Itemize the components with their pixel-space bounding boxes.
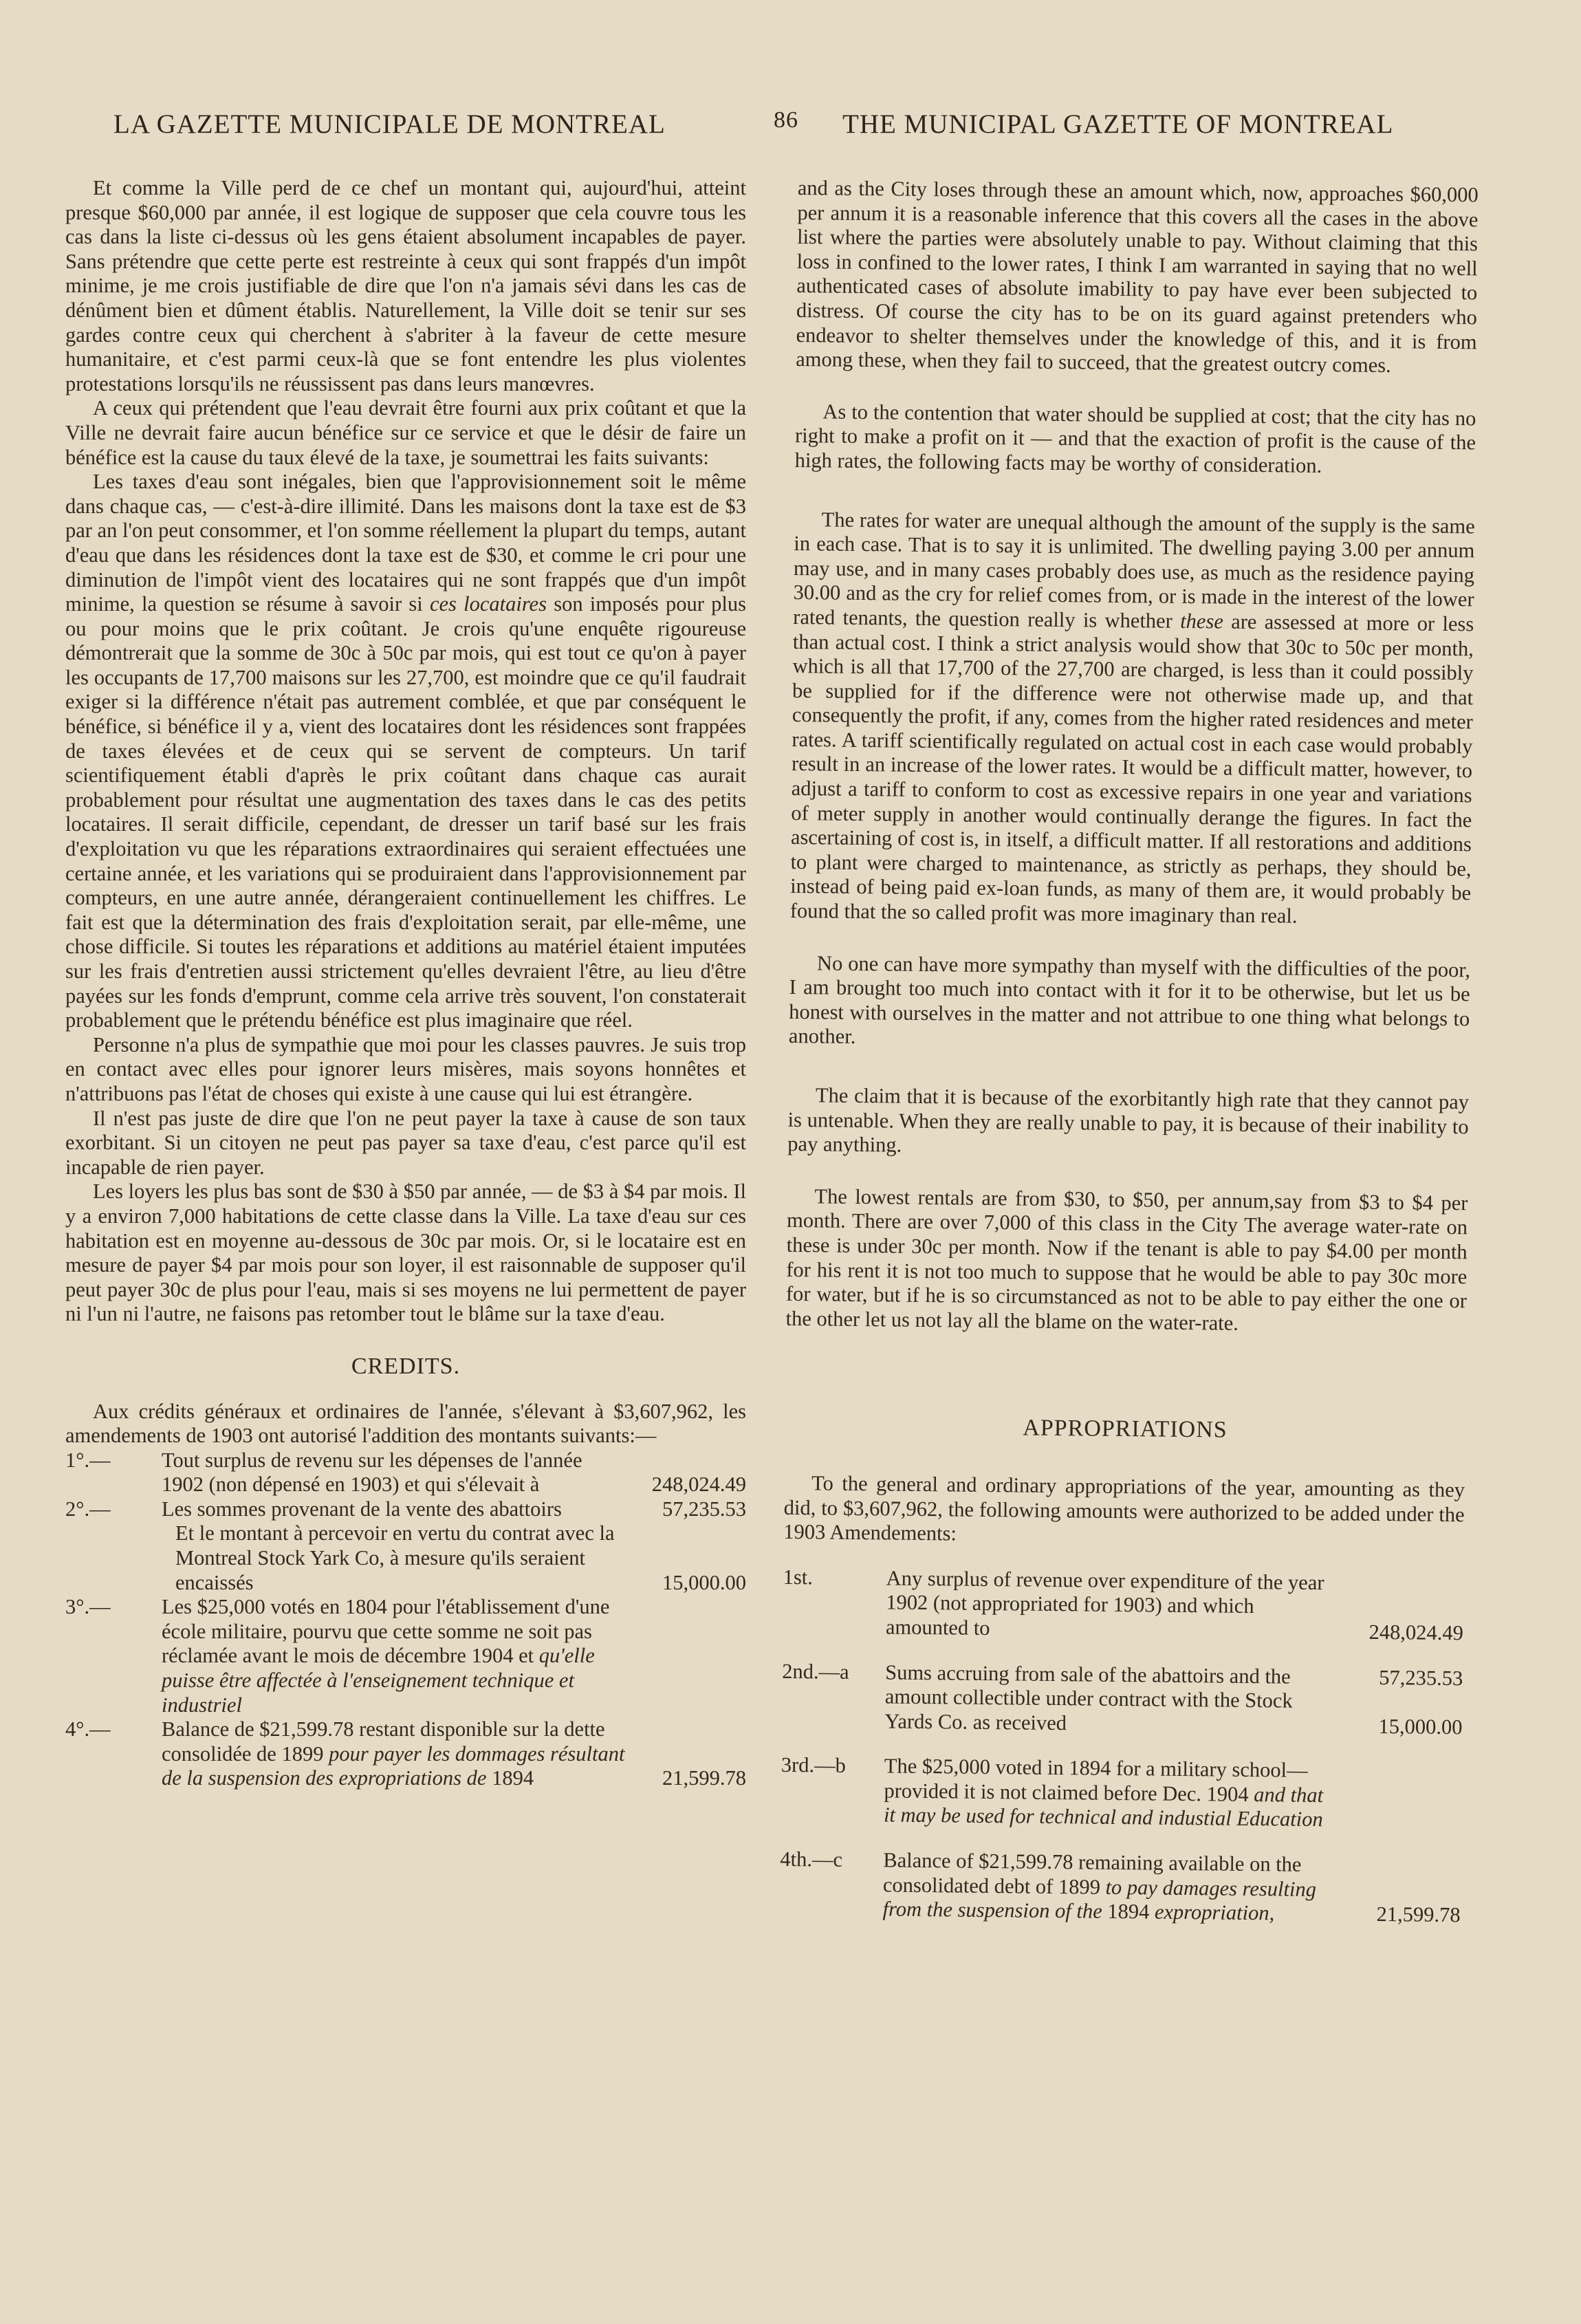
header-title-en: THE MUNICIPAL GAZETTE OF MONTREAL: [842, 109, 1394, 139]
credit-item: 1°.— Tout surplus de revenu sur les dépenses de l'année 1902 (non dépensé en 1903) et qui s'élevait à 248,024.49: [65, 1448, 746, 1497]
en-paragraph: The claim that it is because of the exorbitantly high rate that they cannot pay is untenable. When they are really unable to pay, it is because of their inability to pay anything.: [787, 1083, 1470, 1157]
fr-paragraph: A ceux qui prétendent que l'eau devrait être fourni aux prix coûtant et que la Ville ne devrait faire aucun bénéfice sur ce service et que le désir de faire un bénéfice est la cause du taux élevé de la taxe, je soumettrai les faits suivants:: [65, 396, 746, 469]
appropriation-item: 2nd.—a Sums accruing from sale of the abattoirs and the amount collectible under contract with the Stock Yards Co. as received 57,235.53 15,000.00: [782, 1659, 1463, 1739]
appropriations-heading: APPROPRIATIONS: [1023, 1415, 1228, 1443]
en-paragraph: The lowest rentals are from $30, to $50, per annum,say from $3 to $4 per month. There are over 7,000 of this class in the City The average water-rate on these is under 30c per month. Now if the tenant is able to pay $4.00 per month for his rent it is not too much to suppose that he would be able to pay 30c more for water, but if he is so circumstanced as not to be able to pay either the one or the other let us not lay all the blame on the water-rate.: [785, 1184, 1468, 1335]
english-column: [779, 176, 1479, 1928]
appropriations-intro: To the general and ordinary appropriations of the year, amounting as they did, to $3,607,962, the following amounts were authorized to be added under the 1903 Amendements:: [783, 1471, 1465, 1545]
header-title-fr: LA GAZETTE MUNICIPALE DE MONTREAL: [113, 109, 666, 139]
fr-paragraph: Les loyers les plus bas sont de $30 à $50 par année, — de $3 à $4 par mois. Il y a environ 7,000 habitations de cette classe dans la Ville. La taxe d'eau sur ces habitation est en moyenne au-dessous de 30c par mois. Or, si le locataire est en mesure de payer $4 par mois pour son loyer, il est raisonnable de supposer qu'il peut payer 30c de plus pour l'eau, mais si ses moyens ne lui permettent de payer ni l'un ni l'autre, ne faisons pas retomber tout le blâme sur la taxe d'eau.: [65, 1180, 746, 1326]
fr-paragraph: Et comme la Ville perd de ce chef un montant qui, aujourd'hui, atteint presque $60,000 par année, il est logique de supposer que cela couvre tous les cas dans la liste ci-dessus où les gens étaient absolument incapables de payer. Sans prétendre que cette perte est restreinte à ceux qui sont frappés d'un impôt minime, je me crois justifiable de dire que l'on n'a jamais sévi dans les cas de dénûment bien et dûment établis. Naturellement, la Ville doit se tenir sur ses gardes contre ceux qui cherchent à s'abriter à la faveur de cette mesure humanitaire, et c'est parmi ceux-là que se font entendre les plus violentes protestations lorsqu'ils ne réussissent pas dans leurs manœvres.: [65, 176, 746, 395]
en-paragraph: As to the contention that water should be supplied at cost; that the city has no right to make a profit on it — and that the exaction of profit is the cause of the high rates, the following facts may be worthy of consideration.: [794, 400, 1476, 477]
page-header: [113, 109, 1454, 150]
en-paragraph: No one can have more sympathy than myself with the difficulties of the poor, I am brought too much into contact with it for it to be otherwise, but let us be honest with ourselves in the matter and not attribue to one thing what belongs to another.: [788, 951, 1471, 1049]
en-paragraph: and as the City loses through these an amount which, now, approaches $60,000 per annum it is a reasonable inference that this covers all the cases in the above list where the parties were absolutely unable to pay. Without claiming that this loss in confined to the lower rates, I think I am warranted in saying that no well authenticated cases of absolute imability to pay have ever been subjected to distress. Of course the city has to be on its guard against pretenders who endeavor to shelter themselves under the knowledge of this, and it is from among these, when they fail to succeed, that the greatest outcry comes.: [796, 176, 1479, 378]
credit-item: 4°.— Balance de $21,599.78 restant disponible sur la dette consolidée de 1899 pour payer les dommages résultant de la suspension des expropriations de 1894 21,599.78: [65, 1717, 746, 1790]
page-number: 86: [774, 107, 798, 133]
appropriation-item: 4th.—c Balance of $21,599.78 remaining available on the consolidated debt of 1899 to pay damages resulting from the suspension of the 1894 expropriation, 21,599.78: [780, 1847, 1461, 1927]
credits-intro: Aux crédits généraux et ordinaires de l'année, s'élevant à $3,607,962, les amendements de 1903 ont autorisé l'addition des montants suivants:—: [65, 1399, 746, 1448]
credit-subitem: Et le montant à percevoir en vertu du contrat avec la Montreal Stock Yark Co, à mesure qu'ils seraient encaissés 15,000.00: [175, 1521, 746, 1594]
credit-item: 2°.— Les sommes provenant de la vente des abattoirs 57,235.53: [65, 1497, 746, 1521]
french-column: [65, 176, 746, 1791]
appropriation-item: 1st. Any surplus of revenue over expenditure of the year 1902 (not appropriated for 1903) and which amounted to 248,024.49: [783, 1565, 1464, 1645]
credit-item: 3°.— Les $25,000 votés en 1804 pour l'établissement d'une école militaire, pourvu que cette somme ne soit pas réclamée avant le mois de décembre 1904 et qu'elle puisse être affectée à l'enseignement technique et industriel: [65, 1595, 610, 1717]
fr-paragraph: Il n'est pas juste de dire que l'on ne peut payer la taxe à cause de son taux exorbitant. Si un citoyen ne peut pas payer sa taxe d'eau, c'est parce qu'il est incapable de rien payer.: [65, 1106, 746, 1179]
en-paragraph: The rates for water are unequal although the amount of the supply is the same in each case. That is to say it is unlimited. The dwelling paying 3.00 per annum may use, and in many cases probably does use, as much as the residence paying 30.00 and as the cry for relief comes from, or is made in the interest of the lower rated tenants, the question really is whether these are assessed at more or less than actual cost. I think a strict analysis would show that 30c to 50c per month, which is all that 17,700 of the 27,700 are charged, is less than it could possibly be supplied for if the difference were not otherwise made up, and that consequently the profit, if any, comes from the higher rated residences and meter rates. A tariff scientifically regulated on actual cost in each case would probably result in an increase of the lower rates. It would be a difficult matter, however, to adjust a tariff to conform to cost as excessive repairs in one year and variations of meter supply in another would continually derange the figures. In fact the ascertaining of cost is, in itself, a difficult matter. If all restorations and additions to plant were charged to maintenance, as strictly as perhaps, they should be, instead of being paid ex-loan funds, as many of them are, it would probably be found that the so called profit was more imaginary than real.: [789, 507, 1475, 928]
appropriation-item: 3rd.—b The $25,000 voted in 1894 for a military school—provided it is not claimed before Dec. 1904 and that it may be used for technical and industial Education: [781, 1753, 1324, 1832]
fr-paragraph: Les taxes d'eau sont inégales, bien que l'approvisionnement soit le même dans chaque cas, — c'est-à-dire illimité. Dans les maisons dont la taxe est de $3 par an l'on peut consommer, et l'on somme réellement la plupart du temps, autant d'eau que dans les résidences dont la taxe est de $30, et comme le cri pour une diminution de l'impôt vient des locataires qui ne sont frappés que d'un impôt minime, la question se résume à savoir si ces locataires son imposés pour plus ou pour moins que le prix coûtant. Je crois qu'une enquête rigoureuse démontrerait que la somme de 30c à 50c par mois, qui est tout ce qu'on à payer les occupants de 17,700 maisons sur les 27,700, est moindre que ce qu'il faudrait exiger si la différence n'était pas autrement comblée, et que par conséquent le bénéfice, si bénéfice il y a, vient des locataires dont les résidences sont frappées de taxes élevées et de ceux qui se servent de compteurs. Un tarif scientifiquement établi d'après le prix coûtant dans chaque cas aurait probablement pour résultat une augmentation des taxes dans le cas des petits locataires. Il serait difficile, cependant, de dresser un tarif basé sur les frais d'exploitation vu que les réparations extraordinaires qui seraient effectuées une certaine année, et les variations qui se produiraient dans l'approvisionnement par compteurs, en une autre année, dérangeraient continuellement les chiffres. Le fait est que la détermination des frais d'exploitation serait, par elle-même, une chose difficile. Si toutes les réparations et additions au matériel étaient imputées sur les frais d'entretien aussi strictement qu'elles devraient l'être, au lieu d'être payées sur les fonds d'emprunt, comme cela arrive très souvent, l'on constaterait probablement que le prétendu bénéfice est plus imaginaire que réel.: [65, 470, 746, 1032]
credits-heading: CREDITS.: [351, 1353, 461, 1379]
fr-paragraph: Personne n'a plus de sympathie que moi pour les classes pauvres. Je suis trop en contact avec elles pour ignorer leurs misères, mais soyons honnêtes et n'attribuons pas l'état de choses qui existe à une cause qui lui est étrangère.: [65, 1032, 746, 1105]
